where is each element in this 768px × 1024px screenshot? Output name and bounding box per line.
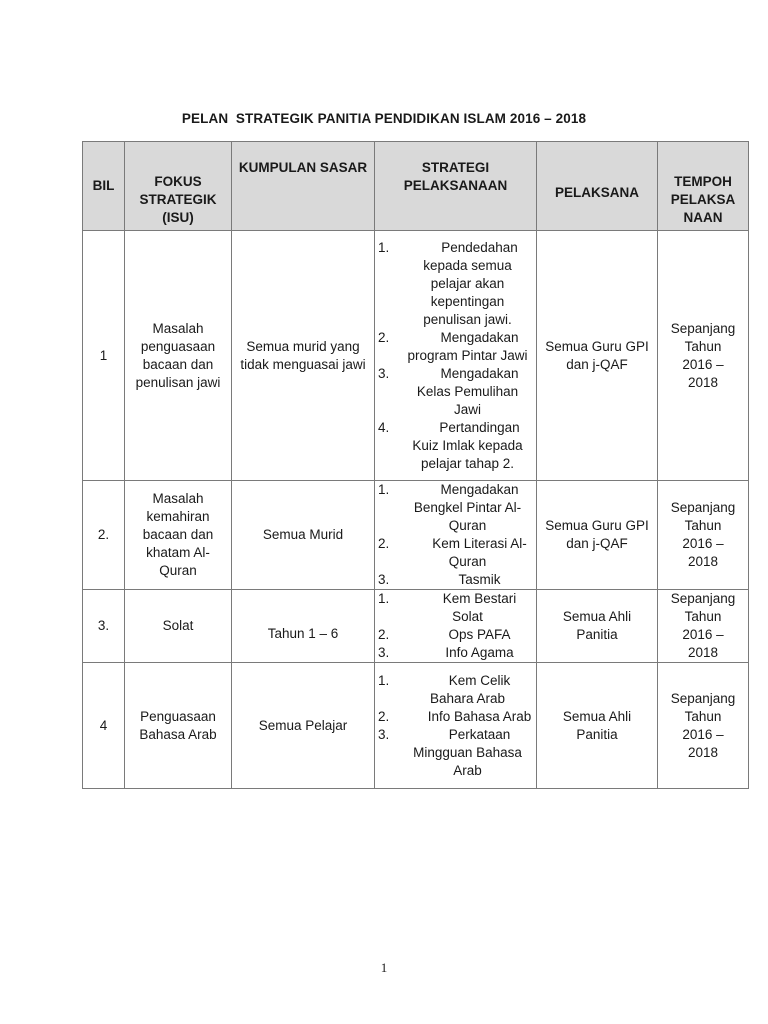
item-text: Mengadakan Kelas Pemulihan Jawi xyxy=(416,365,519,417)
list-item xyxy=(378,672,533,708)
row-pelaksana: Semua Guru GPI dan j-QAF xyxy=(537,231,658,481)
item-text: Pendedahan kepada semua pelajar akan kepentingan penulisan jawi. xyxy=(423,239,518,327)
row-tempoh: Sepanjang Tahun 2016 – 2018 xyxy=(658,231,749,481)
row-fokus: Masalah penguasaan bacaan dan penulisan jawi xyxy=(125,231,232,481)
row-strategi xyxy=(375,481,537,590)
row-pelaksana: Semua Ahli Panitia xyxy=(537,663,658,789)
list-item xyxy=(378,419,533,473)
header-pelaksana: PELAKSANA xyxy=(537,142,658,231)
item-number: 2. xyxy=(378,329,390,345)
item-text: Pertandingan Kuiz Imlak kepada pelajar tahap 2. xyxy=(412,419,523,471)
row-bil: 1 xyxy=(83,231,125,481)
item-text: Kem Celik Bahara Arab xyxy=(429,672,511,706)
item-number: 1. xyxy=(378,482,390,497)
list-item xyxy=(378,481,533,535)
item-text: Info Agama xyxy=(445,645,514,660)
row-bil: 2. xyxy=(83,481,125,590)
row-strategi xyxy=(375,231,537,481)
item-number: 3. xyxy=(378,726,390,742)
list-item xyxy=(378,644,533,662)
list-item xyxy=(378,535,533,571)
header-strategi: STRATEGI PELAKSANAAN xyxy=(375,142,537,231)
item-number: 3. xyxy=(378,572,390,587)
row-tempoh: Sepanjang Tahun 2016 – 2018 xyxy=(658,663,749,789)
document-title: PELAN STRATEGIK PANITIA PENDIDIKAN ISLAM 2016 – 2018 xyxy=(181,111,587,126)
row-strategi xyxy=(375,663,537,789)
row-tempoh: Sepanjang Tahun 2016 – 2018 xyxy=(658,481,749,590)
table-row xyxy=(83,231,749,481)
item-number: 1. xyxy=(378,672,390,688)
item-text: Info Bahasa Arab xyxy=(427,708,532,724)
header-bil: BIL xyxy=(83,142,125,231)
item-number: 2. xyxy=(378,708,390,724)
row-strategi xyxy=(375,590,537,663)
item-number: 2. xyxy=(378,627,390,642)
list-item xyxy=(378,708,533,726)
row-kumpulan: Semua Pelajar xyxy=(232,663,375,789)
header-kumpulan: KUMPULAN SASAR xyxy=(232,142,375,231)
row-kumpulan: Semua Murid xyxy=(232,481,375,590)
item-text: Kem Bestari Solat xyxy=(442,591,517,624)
item-text: Kem Literasi Al-Quran xyxy=(432,536,527,569)
row-fokus: Penguasaan Bahasa Arab xyxy=(125,663,232,789)
list-item xyxy=(378,726,533,780)
row-tempoh: Sepanjang Tahun 2016 – 2018 xyxy=(658,590,749,663)
item-number: 4. xyxy=(378,419,390,435)
list-item xyxy=(378,626,533,644)
item-number: 2. xyxy=(378,536,390,551)
item-text: Mengadakan Bengkel Pintar Al-Quran xyxy=(413,482,522,533)
table-row xyxy=(83,663,749,789)
list-item xyxy=(378,590,533,626)
list-item xyxy=(378,365,533,419)
item-text: Perkataan Mingguan Bahasa Arab xyxy=(413,726,522,778)
item-number: 3. xyxy=(378,645,390,660)
item-number: 3. xyxy=(378,365,390,381)
row-fokus: Solat xyxy=(125,590,232,663)
list-item xyxy=(378,571,533,589)
header-fokus: FOKUS STRATEGIK (ISU) xyxy=(125,142,232,231)
list-item xyxy=(378,239,533,329)
item-text: Mengadakan program Pintar Jawi xyxy=(407,329,528,363)
row-bil: 3. xyxy=(83,590,125,663)
row-fokus: Masalah kemahiran bacaan dan khatam Al-Quran xyxy=(125,481,232,590)
header-tempoh: TEMPOH PELAKSA NAAN xyxy=(658,142,749,231)
item-text: Ops PAFA xyxy=(448,627,511,642)
row-bil: 4 xyxy=(83,663,125,789)
row-pelaksana: Semua Guru GPI dan j-QAF xyxy=(537,481,658,590)
row-pelaksana: Semua Ahli Panitia xyxy=(537,590,658,663)
item-text: Tasmik xyxy=(458,572,501,587)
page-number: 1 xyxy=(380,960,388,975)
list-item xyxy=(378,329,533,365)
row-kumpulan: Tahun 1 – 6 xyxy=(232,590,375,663)
item-number: 1. xyxy=(378,239,390,255)
table-header-row xyxy=(83,142,749,231)
table-row xyxy=(83,481,749,590)
table-row xyxy=(83,590,749,663)
item-number: 1. xyxy=(378,591,390,606)
row-kumpulan: Semua murid yang tidak menguasai jawi xyxy=(232,231,375,481)
strategic-plan-table xyxy=(82,141,749,789)
